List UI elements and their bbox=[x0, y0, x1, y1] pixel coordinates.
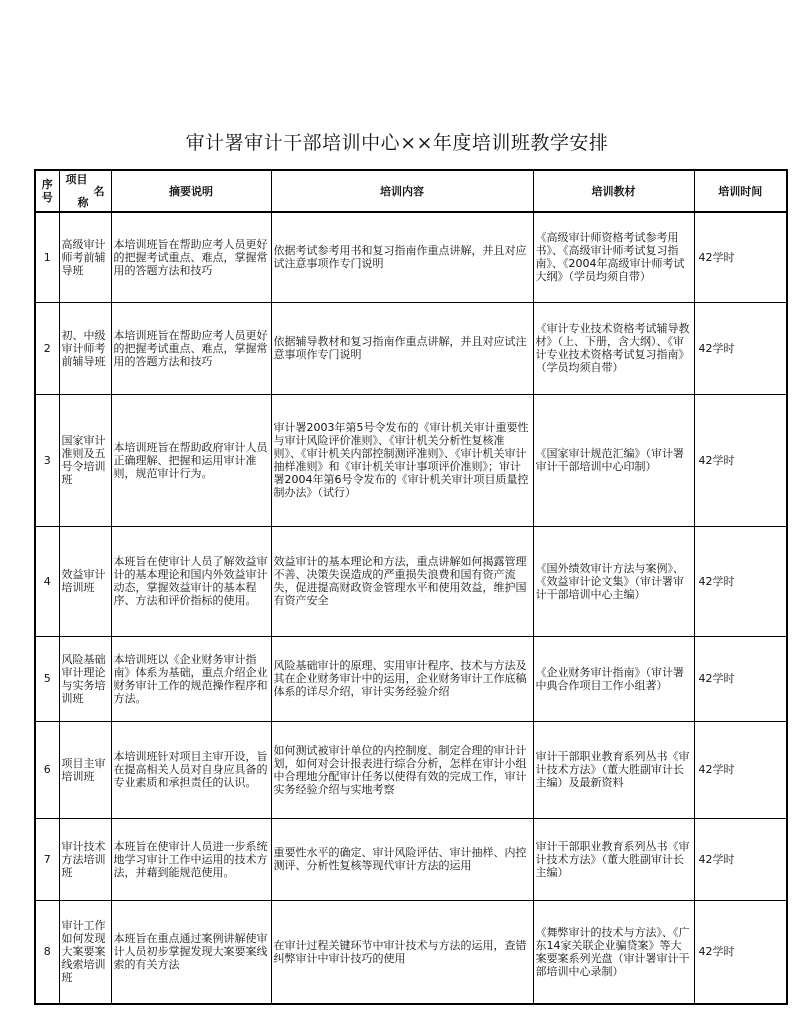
course-name: 国家审计准则及五号令培训班 bbox=[59, 394, 111, 526]
course-name: 项目主审培训班 bbox=[59, 721, 111, 818]
course-hours: 42学时 bbox=[694, 818, 787, 900]
course-materials: 审计干部职业教育系列丛书《审计技术方法》（董大胜副审计长主编）及最新资料 bbox=[533, 721, 694, 818]
page-title: 审计署审计干部培训中心××年度培训班教学安排 bbox=[185, 132, 609, 154]
course-materials: 《审计专业技术资格考试辅导教材》（上、下册，含大纲）、《审计专业技术资格考试复习指南》（学员均须自带） bbox=[533, 302, 694, 394]
course-content: 如何测试被审计单位的内控制度、制定合理的审计计划，如何对会计报表进行综合分析，怎样在审计小组中合理地分配审计任务以使得有效的完成工作，审计实务经验介绍与实地考察 bbox=[271, 721, 533, 818]
training-schedule-table bbox=[34, 169, 788, 1005]
table-row bbox=[35, 302, 787, 394]
table-row bbox=[35, 636, 787, 721]
course-materials: 《舞弊审计的技术与方法》、《广东14家关联企业骗贷案》等大案要案系列光盘（审计署审计干部培训中心录制） bbox=[533, 900, 694, 1004]
course-content: 依据考试参考用书和复习指南作重点讲解，并且对应试注意事项作专门说明 bbox=[271, 212, 533, 302]
row-index: 4 bbox=[35, 526, 59, 636]
course-name: 审计技术方法培训班 bbox=[59, 818, 111, 900]
course-hours: 42学时 bbox=[694, 636, 787, 721]
course-summary: 本培训班针对项目主审开设，旨在提高相关人员对自身应具备的专业素质和承担责任的认识。 bbox=[111, 721, 271, 818]
course-summary: 本培训班以《企业财务审计指南》体系为基础，重点介绍企业财务审计工作的规范操作程序和方法。 bbox=[111, 636, 271, 721]
course-content: 重要性水平的确定、审计风险评估、审计抽样、内控测评、分析性复核等现代审计方法的运用 bbox=[271, 818, 533, 900]
table-row bbox=[35, 394, 787, 526]
course-hours: 42学时 bbox=[694, 721, 787, 818]
course-summary: 本培训班旨在帮助政府审计人员正确理解、把握和运用审计准则，规范审计行为。 bbox=[111, 394, 271, 526]
course-name: 风险基础审计理论与实务培训班 bbox=[59, 636, 111, 721]
row-index: 6 bbox=[35, 721, 59, 818]
course-hours: 42学时 bbox=[694, 526, 787, 636]
course-materials: 《高级审计师资格考试参考用书》、《高级审计师考试复习指南》、《2004年高级审计师考试大纲》（学员均须自带） bbox=[533, 212, 694, 302]
row-index: 1 bbox=[35, 212, 59, 302]
course-hours: 42学时 bbox=[694, 212, 787, 302]
row-index: 5 bbox=[35, 636, 59, 721]
header-seq: 序号 bbox=[35, 170, 59, 212]
table-row bbox=[35, 526, 787, 636]
course-hours: 42学时 bbox=[694, 302, 787, 394]
table-row bbox=[35, 212, 787, 302]
table-row bbox=[35, 721, 787, 818]
course-materials: 审计干部职业教育系列丛书《审计技术方法》（董大胜副审计长主编） bbox=[533, 818, 694, 900]
course-name: 效益审计培训班 bbox=[59, 526, 111, 636]
header-name-part-3: 称 bbox=[77, 196, 89, 209]
course-summary: 本培训班旨在帮助应考人员更好的把握考试重点、难点，掌握常用的答题方法和技巧 bbox=[111, 212, 271, 302]
course-materials: 《国家审计规范汇编》（审计署审计干部培训中心印制） bbox=[533, 394, 694, 526]
course-summary: 本班旨在使审计人员进一步系统地学习审计工作中运用的技术方法，并藉到能规范使用。 bbox=[111, 818, 271, 900]
course-materials: 《国外绩效审计方法与案例》、《效益审计论文集》（审计署审计干部培训中心主编） bbox=[533, 526, 694, 636]
table-row bbox=[35, 900, 787, 1004]
course-content: 依据辅导教材和复习指南作重点讲解，并且对应试注意事项作专门说明 bbox=[271, 302, 533, 394]
course-materials: 《企业财务审计指南》（审计署中典合作项目工作小组著） bbox=[533, 636, 694, 721]
header-summary: 摘要说明 bbox=[111, 170, 271, 212]
course-summary: 本培训班旨在帮助应考人员更好的把握考试重点、难点，掌握常用的答题方法和技巧 bbox=[111, 302, 271, 394]
header-name-part-1: 项目 bbox=[65, 173, 88, 186]
course-hours: 42学时 bbox=[694, 394, 787, 526]
header-hours: 培训时间 bbox=[694, 170, 787, 212]
course-content: 审计署2003年第5号令发布的《审计机关审计重要性与审计风险评价准则》、《审计机关分析性复核准则》、《审计机关内部控制测评准则》、《审计机关审计抽样准则》和《审计机关审计事项评价准则》；审计署2004年第6号令发布的《审计机关审计项目质量控制办法》（试行） bbox=[271, 394, 533, 526]
course-summary: 本班旨在使审计人员了解效益审计的基本理论和国内外效益审计动态，掌握效益审计的基本程序、方法和评价指标的使用。 bbox=[111, 526, 271, 636]
course-summary: 本班旨在重点通过案例讲解使审计人员初步掌握发现大案要案线索的有关方法 bbox=[111, 900, 271, 1004]
row-index: 7 bbox=[35, 818, 59, 900]
course-name: 初、中级审计师考前辅导班 bbox=[59, 302, 111, 394]
row-index: 2 bbox=[35, 302, 59, 394]
course-name: 审计工作如何发现大案要案线索培训班 bbox=[59, 900, 111, 1004]
header-row bbox=[35, 170, 787, 212]
course-content: 在审计过程关键环节中审计技术与方法的运用，查错纠弊审计中审计技巧的使用 bbox=[271, 900, 533, 1004]
course-content: 风险基础审计的原理、实用审计程序、技术与方法及其在企业财务审计中的运用，企业财务审计工作底稿体系的详尽介绍，审计实务经验介绍 bbox=[271, 636, 533, 721]
course-name: 高级审计师考前辅导班 bbox=[59, 212, 111, 302]
header-content: 培训内容 bbox=[271, 170, 533, 212]
table-row bbox=[35, 818, 787, 900]
course-content: 效益审计的基本理论和方法，重点讲解如何揭露管理不善、决策失误造成的严重损失浪费和国有资产流失，促进提高财政资金管理水平和使用效益，维护国有资产安全 bbox=[271, 526, 533, 636]
row-index: 3 bbox=[35, 394, 59, 526]
header-name-part-2: 名 bbox=[93, 185, 105, 198]
header-name bbox=[59, 170, 111, 212]
header-materials: 培训教材 bbox=[533, 170, 694, 212]
row-index: 8 bbox=[35, 900, 59, 1004]
course-hours: 42学时 bbox=[694, 900, 787, 1004]
